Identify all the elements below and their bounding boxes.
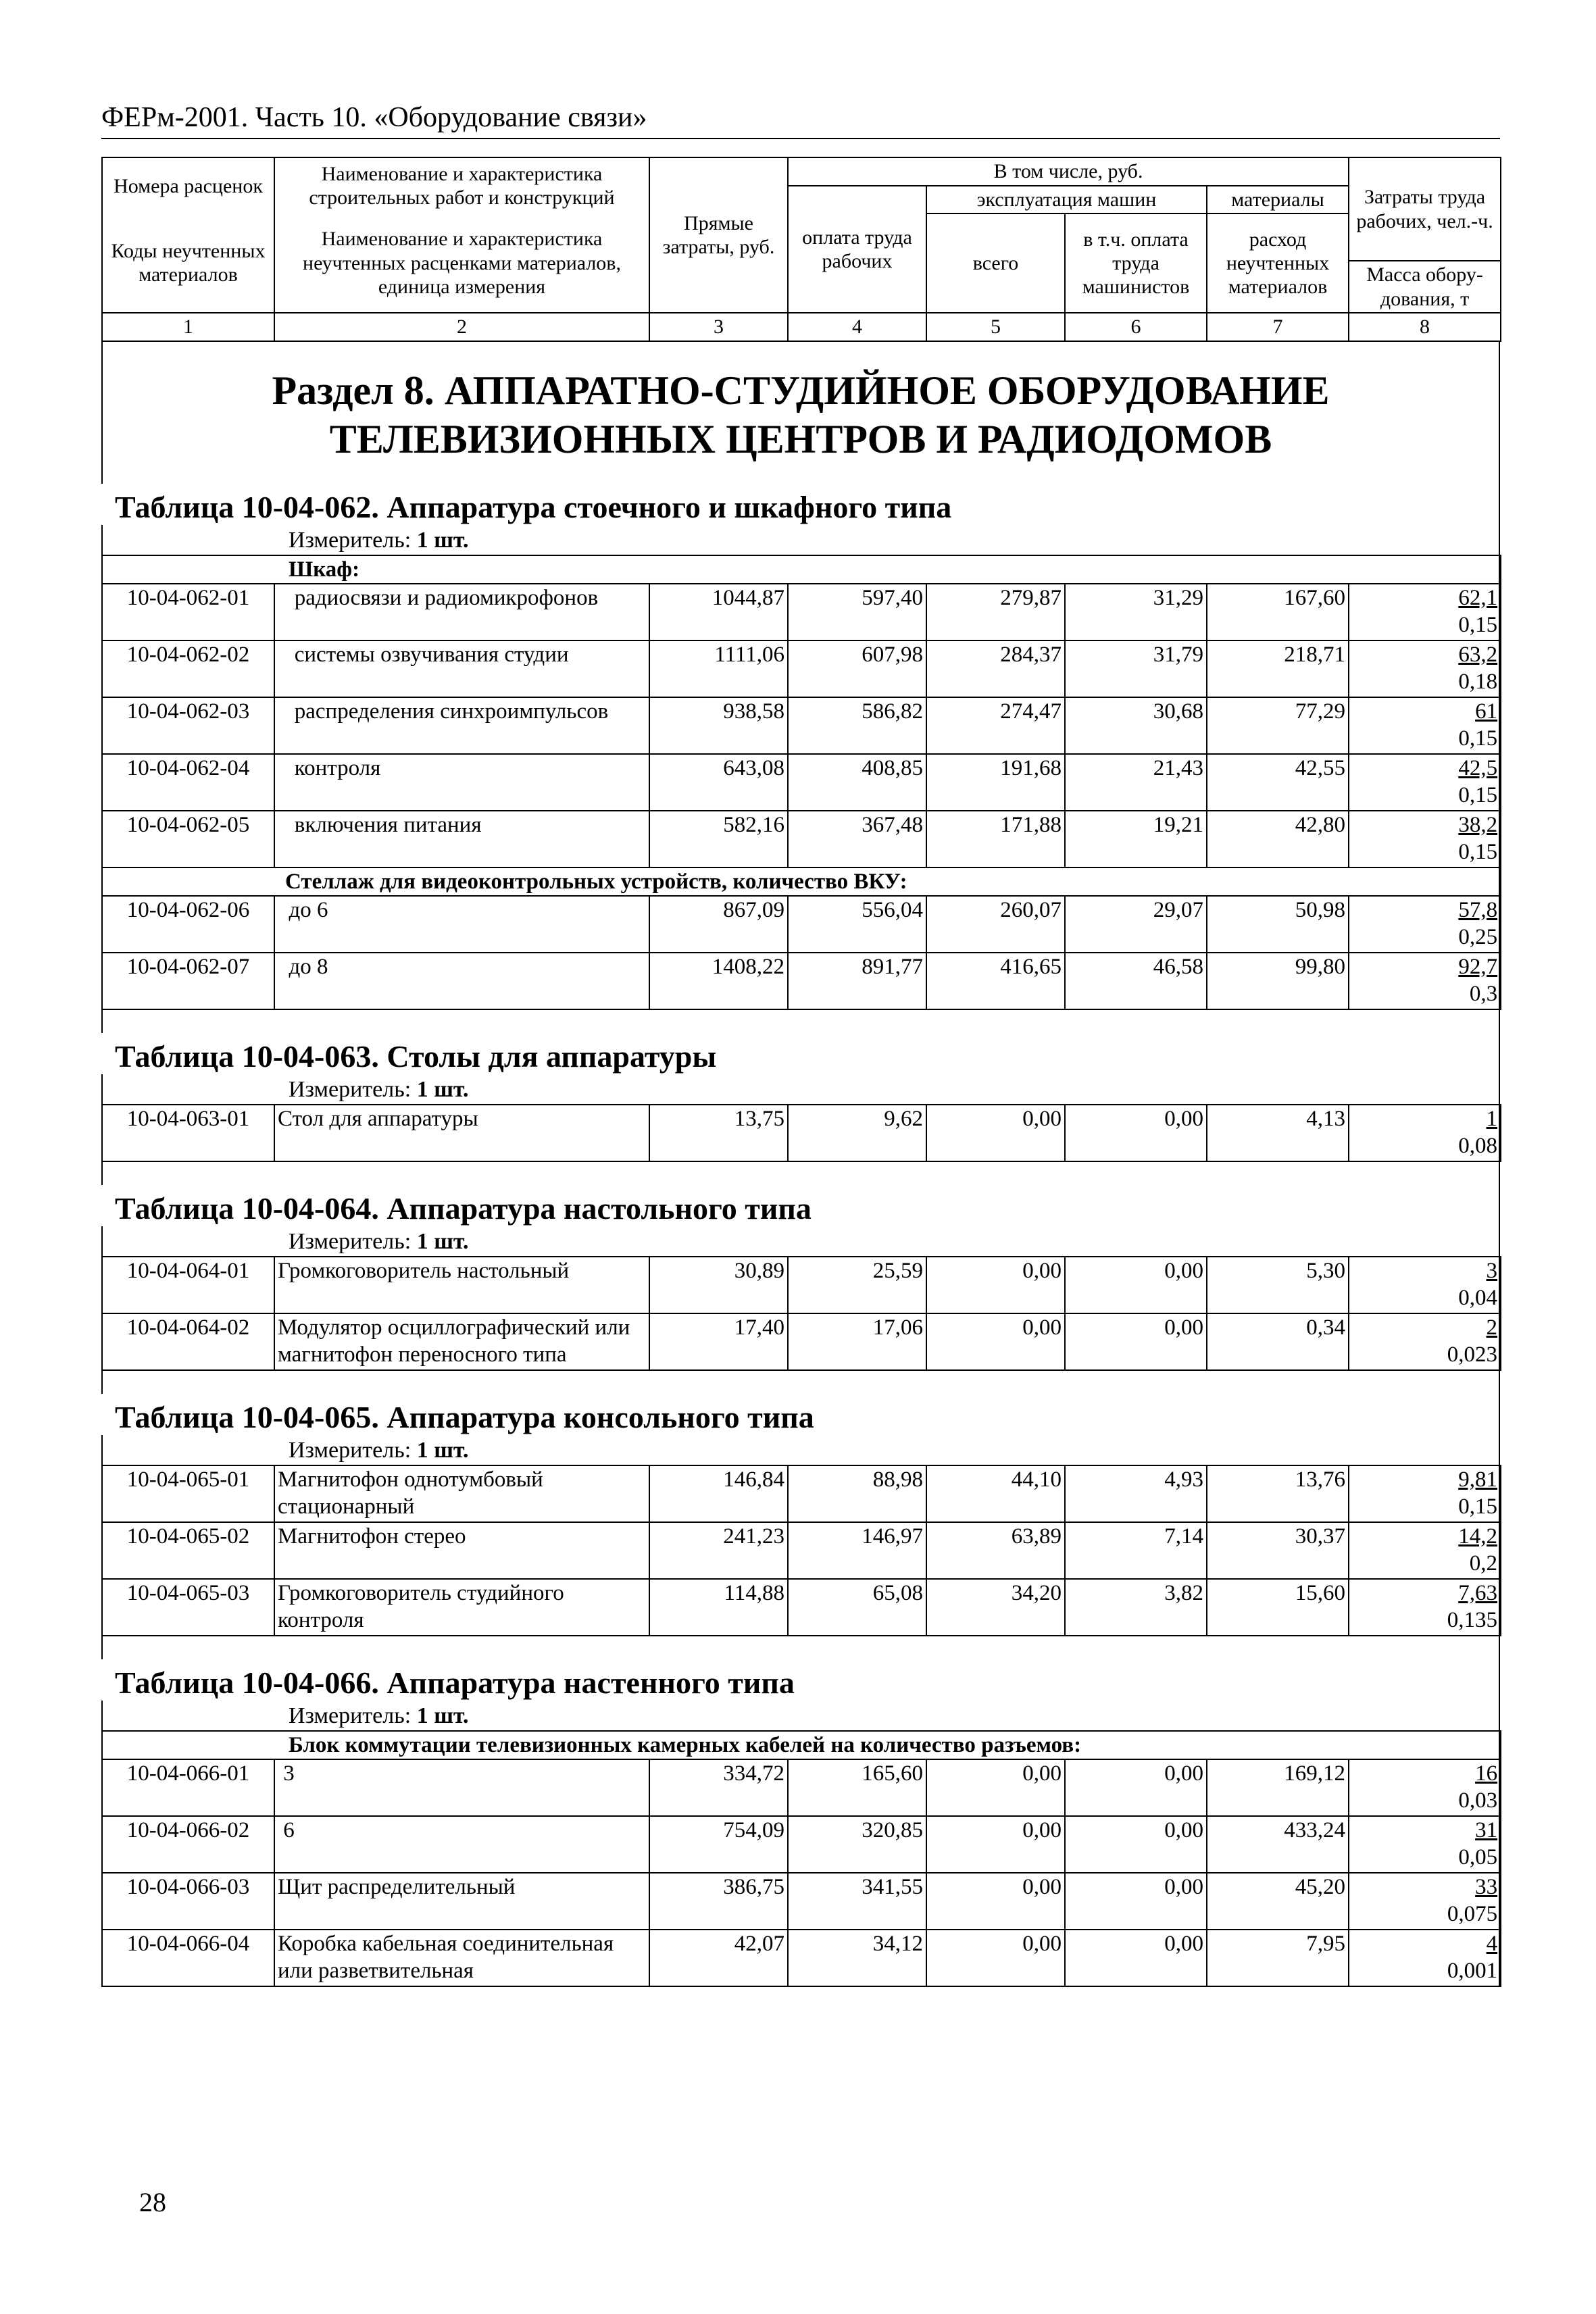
- direct-costs: 13,75: [649, 1105, 788, 1161]
- labor-wages: 65,08: [788, 1579, 926, 1636]
- machines-total: 0,00: [926, 1873, 1065, 1930]
- section-title: [103, 342, 1499, 484]
- equipment-mass: 0,075: [1447, 1901, 1498, 1926]
- labor-hours: 1: [1486, 1106, 1497, 1131]
- header-num: 8: [1349, 313, 1501, 341]
- rate-code: 10-04-062-07: [102, 953, 274, 1009]
- direct-costs: 938,58: [649, 697, 788, 754]
- table-065: [101, 1465, 1501, 1636]
- materials-cost: 77,29: [1207, 697, 1349, 754]
- machinist-wages: 0,00: [1065, 1816, 1207, 1873]
- work-name: радиосвязи и радиомикрофонов: [274, 584, 649, 640]
- unit-label: Измеритель:: [289, 1703, 412, 1728]
- direct-costs: 334,72: [649, 1759, 788, 1816]
- labor-hours: 4: [1486, 1931, 1498, 1956]
- equipment-mass: 0,04: [1458, 1285, 1497, 1310]
- machines-total: 0,00: [926, 1816, 1065, 1873]
- header-col8-top: Затраты труда рабочих, чел.-ч.: [1349, 157, 1501, 261]
- equipment-mass: 0,15: [1458, 1494, 1497, 1519]
- direct-costs: 582,16: [649, 811, 788, 867]
- machines-total: 191,68: [926, 754, 1065, 811]
- materials-cost: 4,13: [1207, 1105, 1349, 1161]
- machinist-wages: 29,07: [1065, 896, 1207, 953]
- machinist-wages: 31,79: [1065, 640, 1207, 697]
- rate-code: 10-04-066-03: [102, 1873, 274, 1930]
- materials-cost: 50,98: [1207, 896, 1349, 953]
- machinist-wages: 31,29: [1065, 584, 1207, 640]
- machines-total: 284,37: [926, 640, 1065, 697]
- labor-and-mass: [1349, 1257, 1501, 1313]
- unit-line: [103, 1226, 1499, 1256]
- equipment-mass: 0,15: [1458, 839, 1498, 864]
- equipment-mass: 0,3: [1469, 981, 1498, 1006]
- table-row: [102, 896, 1501, 953]
- labor-hours: 14,2: [1458, 1524, 1497, 1549]
- equipment-mass: 0,18: [1458, 669, 1498, 694]
- table-title-062: Таблица 10-04-062. Аппаратура стоечного и шкафного типа: [101, 484, 1499, 525]
- direct-costs: 867,09: [649, 896, 788, 953]
- materials-cost: 169,12: [1207, 1759, 1349, 1816]
- rate-code: 10-04-066-01: [102, 1759, 274, 1816]
- header-col8-bottom: Масса обору-дования, т: [1349, 261, 1501, 313]
- work-name: 3: [274, 1759, 649, 1816]
- labor-wages: 88,98: [788, 1465, 926, 1522]
- labor-and-mass: [1349, 953, 1501, 1009]
- unit-line: [103, 525, 1499, 555]
- labor-hours: 33: [1475, 1874, 1498, 1899]
- labor-and-mass: [1349, 754, 1501, 811]
- group-label: Блок коммутации телевизионных камерных кабелей на количество разъемов:: [102, 1731, 1501, 1759]
- header-num: 1: [102, 313, 274, 341]
- labor-wages: 25,59: [788, 1257, 926, 1313]
- table-row: [102, 1579, 1501, 1636]
- rate-code: 10-04-065-02: [102, 1522, 274, 1579]
- table-row: [102, 1105, 1501, 1161]
- header-col3: Прямые затраты, руб.: [649, 157, 788, 313]
- direct-costs: 754,09: [649, 1816, 788, 1873]
- materials-cost: 218,71: [1207, 640, 1349, 697]
- materials-cost: 15,60: [1207, 1579, 1349, 1636]
- header-col7: расход неучтенных материалов: [1207, 213, 1349, 313]
- machinist-wages: 0,00: [1065, 1313, 1207, 1370]
- table-title-066: Таблица 10-04-066. Аппаратура настенного типа: [101, 1659, 1499, 1701]
- labor-wages: 408,85: [788, 754, 926, 811]
- direct-costs: 30,89: [649, 1257, 788, 1313]
- labor-hours: 7,63: [1458, 1580, 1497, 1605]
- machinist-wages: 3,82: [1065, 1579, 1207, 1636]
- labor-and-mass: [1349, 584, 1501, 640]
- table-row: [102, 1930, 1501, 1986]
- header-col4: оплата труда рабочих: [788, 186, 926, 313]
- direct-costs: 643,08: [649, 754, 788, 811]
- machines-total: 0,00: [926, 1759, 1065, 1816]
- machinist-wages: 19,21: [1065, 811, 1207, 867]
- machines-total: 63,89: [926, 1522, 1065, 1579]
- table-title-064: Таблица 10-04-064. Аппаратура настольного типа: [101, 1185, 1499, 1226]
- equipment-mass: 0,03: [1458, 1788, 1498, 1813]
- rate-code: 10-04-066-04: [102, 1930, 274, 1986]
- machines-total: 416,65: [926, 953, 1065, 1009]
- header-col2-bottom: Наименование и характеристика неучтенных расценками материалов, единица измерения: [274, 213, 649, 313]
- machinist-wages: 7,14: [1065, 1522, 1207, 1579]
- work-name: до 8: [274, 953, 649, 1009]
- group-row: [102, 867, 1501, 896]
- work-name: Коробка кабельная соединительная или разветвительная: [274, 1930, 649, 1986]
- header-materials: материалы: [1207, 186, 1349, 213]
- labor-hours: 92,7: [1458, 954, 1498, 979]
- labor-wages: 34,12: [788, 1930, 926, 1986]
- labor-wages: 341,55: [788, 1873, 926, 1930]
- group-row: [102, 1731, 1501, 1759]
- machines-total: 171,88: [926, 811, 1065, 867]
- unit-label: Измеритель:: [289, 1076, 412, 1102]
- direct-costs: 146,84: [649, 1465, 788, 1522]
- machines-total: 0,00: [926, 1930, 1065, 1986]
- table-066: [101, 1730, 1501, 1987]
- labor-hours: 61: [1475, 699, 1498, 724]
- materials-cost: 13,76: [1207, 1465, 1349, 1522]
- labor-wages: 9,62: [788, 1105, 926, 1161]
- unit-label: Измеритель:: [289, 1228, 412, 1254]
- machines-total: 0,00: [926, 1313, 1065, 1370]
- materials-cost: 45,20: [1207, 1873, 1349, 1930]
- table-row: [102, 754, 1501, 811]
- header-incl: В том числе, руб.: [788, 157, 1349, 186]
- work-name: распределения синхроимпульсов: [274, 697, 649, 754]
- work-name: Громкоговоритель настольный: [274, 1257, 649, 1313]
- rate-code: 10-04-062-03: [102, 697, 274, 754]
- table-row: [102, 584, 1501, 640]
- unit-value: 1 шт.: [416, 1228, 469, 1254]
- unit-value: 1 шт.: [416, 527, 469, 553]
- labor-hours: 2: [1486, 1315, 1497, 1340]
- direct-costs: 114,88: [649, 1579, 788, 1636]
- machines-total: 34,20: [926, 1579, 1065, 1636]
- machinist-wages: 46,58: [1065, 953, 1207, 1009]
- work-name: Магнитофон стерео: [274, 1522, 649, 1579]
- labor-and-mass: [1349, 1105, 1501, 1161]
- direct-costs: 1044,87: [649, 584, 788, 640]
- direct-costs: 1408,22: [649, 953, 788, 1009]
- labor-wages: 556,04: [788, 896, 926, 953]
- machines-total: 279,87: [926, 584, 1065, 640]
- unit-value: 1 шт.: [416, 1076, 469, 1102]
- table-title-065: Таблица 10-04-065. Аппаратура консольного типа: [101, 1394, 1499, 1435]
- rate-code: 10-04-064-01: [102, 1257, 274, 1313]
- labor-wages: 367,48: [788, 811, 926, 867]
- equipment-mass: 0,05: [1458, 1844, 1498, 1869]
- section-block: [101, 342, 1500, 1987]
- labor-and-mass: [1349, 1930, 1501, 1986]
- header-num: 6: [1065, 313, 1207, 341]
- rate-code: 10-04-065-01: [102, 1465, 274, 1522]
- work-name: включения питания: [274, 811, 649, 867]
- labor-wages: 607,98: [788, 640, 926, 697]
- group-row: [102, 555, 1501, 584]
- labor-wages: 586,82: [788, 697, 926, 754]
- labor-wages: 165,60: [788, 1759, 926, 1816]
- unit-line: [103, 1701, 1499, 1730]
- materials-cost: 5,30: [1207, 1257, 1349, 1313]
- table-row: [102, 697, 1501, 754]
- materials-cost: 7,95: [1207, 1930, 1349, 1986]
- header-col6: в т.ч. оплата труда машинистов: [1065, 213, 1207, 313]
- labor-hours: 38,2: [1458, 812, 1498, 837]
- work-name: Модулятор осциллографический или магнитофон переносного типа: [274, 1313, 649, 1370]
- equipment-mass: 0,25: [1458, 924, 1498, 949]
- machines-total: 0,00: [926, 1105, 1065, 1161]
- materials-cost: 42,55: [1207, 754, 1349, 811]
- labor-and-mass: [1349, 1465, 1501, 1522]
- section-title-line-1: Раздел 8. АППАРАТНО-СТУДИЙНОЕ ОБОРУДОВАНИЕ: [272, 368, 1330, 413]
- header-num: 2: [274, 313, 649, 341]
- labor-wages: 597,40: [788, 584, 926, 640]
- table-062: [101, 555, 1501, 1010]
- column-header: [101, 157, 1501, 342]
- rate-code: 10-04-066-02: [102, 1816, 274, 1873]
- direct-costs: 42,07: [649, 1930, 788, 1986]
- work-name: Громкоговоритель студийного контроля: [274, 1579, 649, 1636]
- rate-code: 10-04-062-01: [102, 584, 274, 640]
- equipment-mass: 0,08: [1458, 1133, 1497, 1158]
- materials-cost: 99,80: [1207, 953, 1349, 1009]
- labor-wages: 320,85: [788, 1816, 926, 1873]
- labor-and-mass: [1349, 640, 1501, 697]
- work-name: системы озвучивания студии: [274, 640, 649, 697]
- unit-line: [103, 1074, 1499, 1104]
- materials-cost: 433,24: [1207, 1816, 1349, 1873]
- materials-cost: 167,60: [1207, 584, 1349, 640]
- unit-label: Измеритель:: [289, 1437, 412, 1463]
- labor-hours: 16: [1475, 1761, 1498, 1786]
- header-num: 4: [788, 313, 926, 341]
- header-col1-top: Номера расценок: [102, 157, 274, 213]
- machinist-wages: 0,00: [1065, 1257, 1207, 1313]
- labor-hours: 62,1: [1458, 585, 1498, 610]
- rate-code: 10-04-062-06: [102, 896, 274, 953]
- group-label: Стеллаж для видеоконтрольных устройств, количество ВКУ:: [102, 867, 1501, 896]
- unit-label: Измеритель:: [289, 527, 412, 553]
- labor-wages: 891,77: [788, 953, 926, 1009]
- machines-total: 260,07: [926, 896, 1065, 953]
- labor-and-mass: [1349, 1873, 1501, 1930]
- table-row: [102, 811, 1501, 867]
- unit-line: [103, 1435, 1499, 1465]
- unit-value: 1 шт.: [416, 1437, 469, 1463]
- group-label: Шкаф:: [102, 555, 1501, 584]
- machinist-wages: 0,00: [1065, 1105, 1207, 1161]
- equipment-mass: 0,2: [1469, 1551, 1497, 1576]
- table-row: [102, 640, 1501, 697]
- machines-total: 44,10: [926, 1465, 1065, 1522]
- work-name: 6: [274, 1816, 649, 1873]
- rate-code: 10-04-063-01: [102, 1105, 274, 1161]
- labor-and-mass: [1349, 1522, 1501, 1579]
- direct-costs: 386,75: [649, 1873, 788, 1930]
- machinist-wages: 30,68: [1065, 697, 1207, 754]
- labor-wages: 17,06: [788, 1313, 926, 1370]
- table-row: [102, 1465, 1501, 1522]
- rate-code: 10-04-062-04: [102, 754, 274, 811]
- labor-hours: 42,5: [1458, 755, 1498, 780]
- header-col5: всего: [926, 213, 1065, 313]
- section-title-line-2: ТЕЛЕВИЗИОННЫХ ЦЕНТРОВ И РАДИОДОМОВ: [329, 416, 1272, 461]
- equipment-mass: 0,001: [1447, 1958, 1498, 1983]
- labor-and-mass: [1349, 811, 1501, 867]
- direct-costs: 17,40: [649, 1313, 788, 1370]
- rate-code: 10-04-065-03: [102, 1579, 274, 1636]
- labor-hours: 9,81: [1458, 1467, 1497, 1492]
- table-title-063: Таблица 10-04-063. Столы для аппаратуры: [101, 1033, 1499, 1074]
- table-row: [102, 1816, 1501, 1873]
- machinist-wages: 4,93: [1065, 1465, 1207, 1522]
- materials-cost: 42,80: [1207, 811, 1349, 867]
- machinist-wages: 0,00: [1065, 1759, 1207, 1816]
- document-page: [101, 101, 1514, 1987]
- table-063: [101, 1104, 1501, 1162]
- machines-total: 274,47: [926, 697, 1065, 754]
- unit-value: 1 шт.: [416, 1703, 469, 1728]
- header-num: 5: [926, 313, 1065, 341]
- header-machines: эксплуатация машин: [926, 186, 1207, 213]
- labor-and-mass: [1349, 697, 1501, 754]
- page-number: 28: [139, 2187, 166, 2217]
- equipment-mass: 0,023: [1447, 1342, 1497, 1367]
- equipment-mass: 0,15: [1458, 612, 1498, 637]
- labor-and-mass: [1349, 1816, 1501, 1873]
- header-col2-top: Наименование и характеристика строительных работ и конструкций: [274, 157, 649, 213]
- labor-hours: 57,8: [1458, 897, 1498, 922]
- machines-total: 0,00: [926, 1257, 1065, 1313]
- labor-hours: 31: [1475, 1817, 1498, 1842]
- equipment-mass: 0,15: [1458, 782, 1498, 807]
- labor-and-mass: [1349, 1579, 1501, 1636]
- table-row: [102, 1522, 1501, 1579]
- table-row: [102, 1257, 1501, 1313]
- rate-code: 10-04-064-02: [102, 1313, 274, 1370]
- equipment-mass: 0,135: [1447, 1607, 1497, 1632]
- labor-hours: 63,2: [1458, 642, 1498, 667]
- labor-and-mass: [1349, 1759, 1501, 1816]
- rate-code: 10-04-062-05: [102, 811, 274, 867]
- labor-and-mass: [1349, 896, 1501, 953]
- equipment-mass: 0,15: [1458, 726, 1498, 751]
- rate-code: 10-04-062-02: [102, 640, 274, 697]
- work-name: Щит распределительный: [274, 1873, 649, 1930]
- materials-cost: 0,34: [1207, 1313, 1349, 1370]
- table-064: [101, 1256, 1501, 1371]
- machinist-wages: 21,43: [1065, 754, 1207, 811]
- table-row: [102, 1759, 1501, 1816]
- running-head: ФЕРм-2001. Часть 10. «Оборудование связи»: [101, 101, 1500, 139]
- table-row: [102, 953, 1501, 1009]
- machinist-wages: 0,00: [1065, 1873, 1207, 1930]
- work-name: Стол для аппаратуры: [274, 1105, 649, 1161]
- direct-costs: 241,23: [649, 1522, 788, 1579]
- table-row: [102, 1313, 1501, 1370]
- materials-cost: 30,37: [1207, 1522, 1349, 1579]
- direct-costs: 1111,06: [649, 640, 788, 697]
- labor-and-mass: [1349, 1313, 1501, 1370]
- header-num: 7: [1207, 313, 1349, 341]
- work-name: до 6: [274, 896, 649, 953]
- work-name: Магнитофон однотумбовый стационарный: [274, 1465, 649, 1522]
- header-col1-bottom: Коды неучтенных материалов: [102, 213, 274, 313]
- labor-hours: 3: [1486, 1258, 1497, 1283]
- machinist-wages: 0,00: [1065, 1930, 1207, 1986]
- table-row: [102, 1873, 1501, 1930]
- labor-wages: 146,97: [788, 1522, 926, 1579]
- header-num: 3: [649, 313, 788, 341]
- work-name: контроля: [274, 754, 649, 811]
